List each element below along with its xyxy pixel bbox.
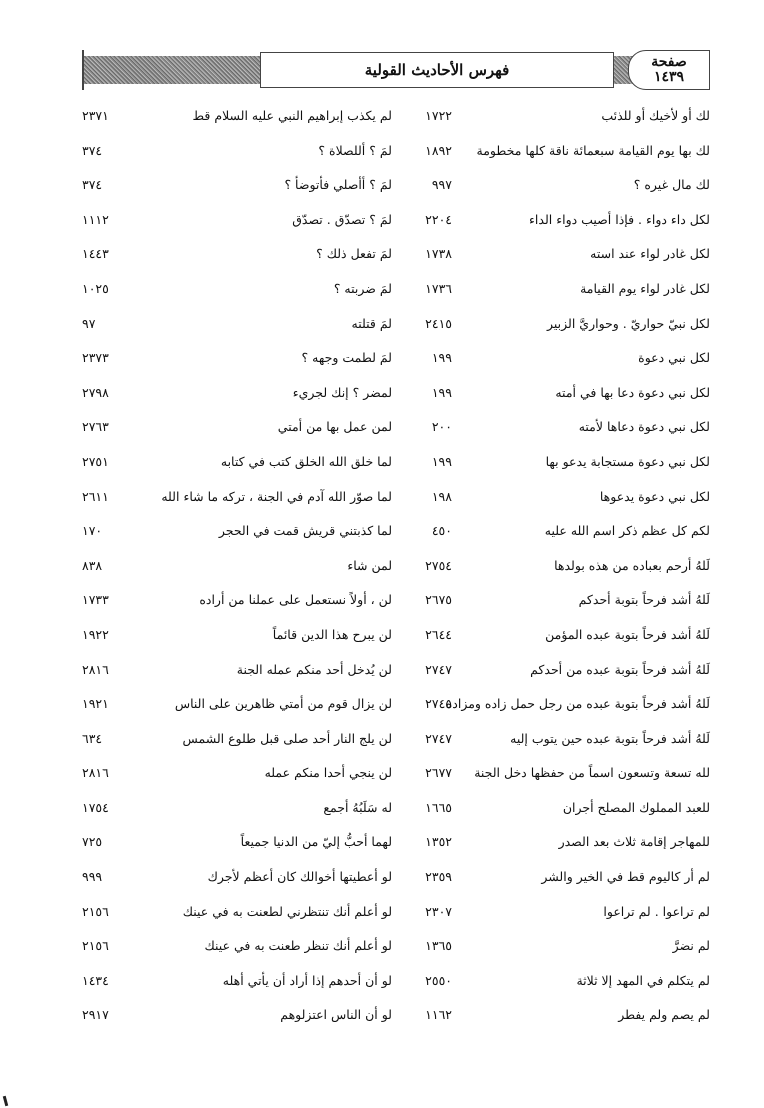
index-row [82, 792, 710, 827]
index-row [82, 204, 710, 239]
index-row [82, 896, 710, 931]
hadith-number-right: ١٦٦٥ [425, 799, 452, 815]
hadith-number-right: ٢٢٠٤ [425, 211, 452, 227]
hadith-text-left: لن يبرح هذا الدين قائماً [272, 626, 392, 642]
hadith-number-right: ٤٥٠ [431, 523, 452, 539]
hadith-text-left: لمَ ؟ تصدّق . تصدّق [292, 211, 392, 227]
index-row [82, 169, 710, 204]
hadith-number-right: ١٨٩٢ [425, 142, 452, 158]
hadith-text-right: لكل نبي دعوة دعاها لأمته [578, 419, 710, 435]
hadith-text-right: لكل نبي دعوة [638, 350, 710, 366]
hadith-text-left: لو أن أحدهم إذا أراد أن يأتي أهله [222, 972, 392, 988]
hadith-text-right: لك مال غيره ؟ [633, 177, 710, 193]
hadith-number-right: ١٩٩ [431, 453, 452, 469]
hadith-number-right: ١٧٣٨ [425, 246, 452, 262]
index-row [82, 826, 710, 861]
hadith-text-left: لو أعطيتها أخوالك كان أعظم لأجرك [207, 869, 392, 885]
hadith-number-left: ٦٣٤ [82, 730, 103, 746]
hadith-text-right: للعبد المملوك المصلح أجران [562, 799, 710, 815]
hadith-number-left: ٢٨١٦ [82, 765, 109, 781]
hadith-text-right: لَلهُ أشد فرحاً بتوبة عبده المؤمن [545, 626, 710, 642]
header-title: فهرس الأحاديث القولية [260, 52, 614, 88]
hadith-number-right: ١٩٨ [431, 488, 452, 504]
hadith-text-right: لكل نبي دعوة دعا بها في أمته [555, 384, 710, 400]
hadith-number-right: ٢٧٥٤ [425, 557, 452, 573]
hadith-number-left: ٢٨١٦ [82, 661, 109, 677]
hadith-number-right: ١٧٢٢ [425, 108, 452, 123]
hadith-text-right: لكل نبي دعوة يدعوها [599, 488, 710, 504]
hadith-text-right: لَلهُ أشد فرحاً بتوبة عبده من أحدكم [530, 661, 710, 677]
hadith-text-left: لمن عمل بها من أمتي [277, 419, 392, 435]
hadith-text-right: لَلهُ أشد فرحاً بتوبة عبده من رجل حمل زاده ومزاده [445, 696, 710, 712]
hadith-text-left: لمَ لطمت وجهه ؟ [301, 350, 392, 366]
hadith-text-right: لم تراعوا . لم تراعوا [603, 903, 710, 919]
hadith-text-right: لم يتكلم في المهد إلا ثلاثة [576, 972, 710, 988]
hadith-text-right: لَلهُ أرحم بعباده من هذه بولدها [554, 557, 710, 573]
index-row [82, 999, 710, 1034]
hadith-text-right: لكل داء دواء . فإذا أصيب دواء الداء [529, 211, 710, 227]
hadith-text-left: لن ، أولاً نستعمل على عملنا من أراده [199, 592, 392, 608]
hadith-number-left: ٢٦١١ [82, 488, 109, 504]
hadith-number-left: ٣٧٤ [82, 177, 103, 193]
hadith-number-right: ٩٩٧ [431, 177, 452, 193]
hadith-number-left: ٩٧ [82, 315, 96, 331]
hadith-number-left: ٢٩١٧ [82, 1007, 109, 1023]
hadith-text-right: لك بها يوم القيامة سبعمائة ناقة كلها مخطومة [476, 142, 710, 158]
hadith-text-right: لكم كل عظم ذكر اسم الله عليه [544, 523, 710, 539]
hadith-text-right: لَلهُ أشد فرحاً بتوبة أحدكم [578, 592, 710, 608]
hadith-number-left: ١٩٢١ [82, 696, 109, 712]
hadith-text-left: لن يلج النار أحد صلى قبل طلوع الشمس [182, 730, 392, 746]
hadith-number-left: ١٤٣٤ [82, 972, 109, 988]
hadith-text-left: لو أعلم أنك تنتظرني لطعنت به في عينك [182, 903, 392, 919]
index-row [82, 411, 710, 446]
hadith-text-left: لمَ تفعل ذلك ؟ [316, 246, 392, 262]
hadith-text-left: لو أعلم أنك تنظر طعنت به في عينك [204, 938, 392, 954]
hadith-number-left: ٨٣٨ [82, 557, 103, 573]
index-row [82, 342, 710, 377]
hadith-text-left: له سَلَبُهُ أجمع [323, 799, 392, 815]
hadith-text-left: لهما أحبُّ إليّ من الدنيا جميعاً [240, 834, 392, 850]
hadith-number-left: ٢٧٦٣ [82, 419, 109, 435]
hadith-number-left: ٩٩٩ [82, 869, 103, 885]
hadith-number-right: ٢٦٧٧ [425, 765, 452, 781]
hadith-number-right: ٢٧٤٥ [425, 696, 452, 712]
page-label: صفحة [651, 54, 687, 70]
hadith-text-left: لن يُدخل أحد منكم عمله الجنة [236, 661, 392, 677]
hadith-number-right: ١٣٦٥ [425, 938, 452, 954]
hadith-text-right: للمهاجر إقامة ثلاث بعد الصدر [558, 834, 710, 850]
hadith-number-left: ٧٢٥ [82, 834, 103, 850]
hadith-number-right: ٢٣٠٧ [425, 903, 452, 919]
hadith-text-left: لمن شاء [347, 557, 392, 573]
index-row [82, 481, 710, 516]
index-row [82, 688, 710, 723]
hadith-number-right: ٢٧٤٧ [425, 730, 452, 746]
hadith-text-right: لَلهُ أشد فرحاً بتوبة عبده حين يتوب إليه [510, 730, 710, 746]
hadith-number-left: ١٧٥٤ [82, 799, 109, 815]
hadith-text-right: لم يصم ولم يفطر [618, 1007, 710, 1023]
index-row [82, 619, 710, 654]
hadith-number-left: ١٩٢٢ [82, 626, 109, 642]
hadith-number-right: ١٩٩ [431, 350, 452, 366]
hadith-text-left: لما صوّر الله آدم في الجنة ، تركه ما شاء الله [161, 488, 392, 504]
hadith-number-right: ١٣٥٢ [425, 834, 452, 850]
page-header [82, 50, 710, 90]
index-row [82, 757, 710, 792]
hadith-text-left: لمَ ؟ أأصلي فأتوضأ ؟ [284, 177, 392, 193]
hadith-text-left: لمضر ؟ إنك لجريء [292, 384, 392, 400]
hadith-text-right: لك أو لأخيك أو للذئب [601, 108, 710, 123]
index-row [82, 135, 710, 170]
index-row [82, 100, 710, 135]
hadith-text-left: لو أن الناس اعتزلوهم [280, 1007, 392, 1023]
hadith-text-right: لكل غادر لواء يوم القيامة [580, 280, 710, 296]
index-row [82, 308, 710, 343]
corner-mark [3, 1096, 8, 1106]
hadith-text-right: لكل غادر لواء عند استه [590, 246, 710, 262]
hadith-number-right: ٢٥٥٠ [425, 972, 452, 988]
page-number: ١٤٣٩ [653, 69, 685, 85]
hadith-number-left: ٢١٥٦ [82, 903, 109, 919]
index-row [82, 550, 710, 585]
hadith-text-left: لما كذبتني قريش قمت في الحجر [218, 523, 392, 539]
index-row [82, 377, 710, 412]
hadith-text-right: لكل نبي دعوة مستجابة يدعو بها [545, 453, 710, 469]
hadith-number-left: ١٤٤٣ [82, 246, 109, 262]
hadith-number-left: ٢١٥٦ [82, 938, 109, 954]
hadith-number-left: ١٧٣٣ [82, 592, 109, 608]
index-row [82, 273, 710, 308]
hadith-number-left: ٢٧٥١ [82, 453, 109, 469]
index-row [82, 861, 710, 896]
index-row [82, 584, 710, 619]
hadith-text-right: لم نضرَّ [672, 938, 710, 954]
hadith-number-right: ٢٠٠ [431, 419, 452, 435]
index-row [82, 654, 710, 689]
hadith-text-left: لن ينجي أحدا منكم عمله [264, 765, 392, 781]
hadith-number-left: ١٠٢٥ [82, 280, 109, 296]
hadith-text-left: لمَ ضربته ؟ [333, 280, 392, 296]
hadith-number-left: ٢٣٧١ [82, 108, 109, 123]
hadith-text-left: لن يزال قوم من أمتي ظاهرين على الناس [174, 696, 392, 712]
header-left-cap [82, 50, 94, 90]
hadith-number-right: ٢٦٤٤ [425, 626, 452, 642]
hadith-number-right: ٢٦٧٥ [425, 592, 452, 608]
index-row [82, 723, 710, 758]
hadith-text-left: لمَ قتلته [351, 315, 392, 331]
hadith-number-right: ١١٦٢ [425, 1007, 452, 1023]
header-page-box [628, 50, 710, 90]
index-row [82, 965, 710, 1000]
hadith-number-left: ١١١٢ [82, 211, 109, 227]
hadith-number-right: ١٧٣٦ [425, 280, 452, 296]
hadith-number-right: ٢٤١٥ [425, 315, 452, 331]
index-row [82, 930, 710, 965]
hadith-number-right: ٢٣٥٩ [425, 869, 452, 885]
hadith-number-left: ١٧٠ [82, 523, 103, 539]
hadith-number-left: ٣٧٤ [82, 142, 103, 158]
hadith-number-right: ١٩٩ [431, 384, 452, 400]
hadith-text-left: لمَ ؟ أللصلاة ؟ [318, 142, 392, 158]
hadith-number-left: ٢٧٩٨ [82, 384, 109, 400]
hadith-text-left: لما خلق الله الخلق كتب في كتابه [220, 453, 392, 469]
hadith-text-right: لكل نبيّ حواريّ . وحواريَّ الزبير [546, 315, 710, 331]
index-row [82, 515, 710, 550]
hadith-number-right: ٢٧٤٧ [425, 661, 452, 677]
hadith-number-left: ٢٣٧٣ [82, 350, 109, 366]
index-row [82, 446, 710, 481]
hadith-text-left: لم يكذب إبراهيم النبي عليه السلام قط [192, 108, 392, 123]
hadith-text-right: لله تسعة وتسعون اسماً من حفظها دخل الجنة [474, 765, 710, 781]
hadith-text-right: لم أر كاليوم قط في الخير والشر [541, 869, 710, 885]
index-rows [82, 100, 710, 1034]
index-row [82, 238, 710, 273]
